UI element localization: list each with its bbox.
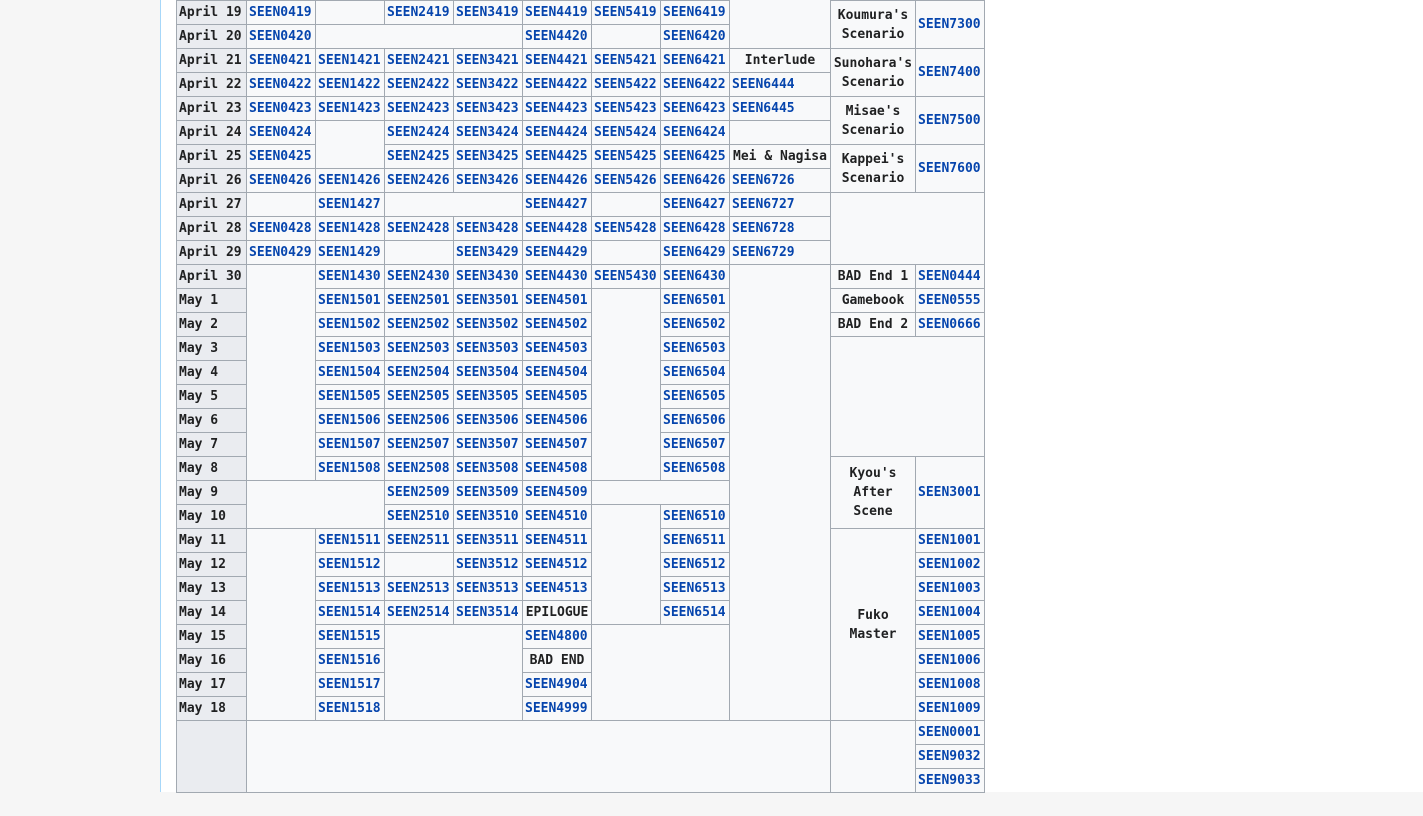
ending-label: BAD End 2 xyxy=(830,312,916,337)
scenario-label: Sunohara's Scenario xyxy=(830,48,916,97)
scene-link[interactable]: SEEN1508 xyxy=(315,456,385,481)
scene-link[interactable]: SEEN4430 xyxy=(522,264,592,289)
scene-link[interactable]: SEEN1422 xyxy=(315,72,385,97)
date-cell: April 27 xyxy=(176,192,247,217)
scene-link[interactable]: SEEN2514 xyxy=(384,600,454,625)
scene-link[interactable]: SEEN1009 xyxy=(915,696,985,721)
scene-link[interactable]: SEEN1002 xyxy=(915,552,985,577)
empty-cell xyxy=(591,624,730,721)
scene-link[interactable]: SEEN1003 xyxy=(915,576,985,601)
scene-link[interactable]: SEEN0001 xyxy=(915,720,985,745)
date-cell: May 1 xyxy=(176,288,247,313)
scene-table xyxy=(176,0,984,816)
scene-link[interactable]: SEEN6507 xyxy=(660,432,730,457)
date-cell: May 10 xyxy=(176,504,247,529)
scene-link[interactable]: SEEN5425 xyxy=(591,144,661,169)
scene-link[interactable]: SEEN3509 xyxy=(453,480,523,505)
scene-link[interactable]: SEEN1506 xyxy=(315,408,385,433)
scene-link[interactable]: SEEN3514 xyxy=(453,600,523,625)
empty-cell xyxy=(246,720,831,793)
bad-end-label: BAD END xyxy=(522,648,592,673)
scene-link[interactable]: SEEN7300 xyxy=(915,0,985,49)
empty-cell xyxy=(830,720,916,793)
scene-link[interactable]: SEEN6729 xyxy=(729,240,831,265)
scene-link[interactable]: SEEN3422 xyxy=(453,72,523,97)
scene-link[interactable]: SEEN3426 xyxy=(453,168,523,193)
scene-link[interactable]: SEEN6504 xyxy=(660,360,730,385)
scene-link[interactable]: SEEN6511 xyxy=(660,528,730,553)
scene-link[interactable]: SEEN2421 xyxy=(384,48,454,73)
scene-link[interactable]: SEEN6503 xyxy=(660,336,730,361)
empty-cell xyxy=(384,192,523,217)
scene-link[interactable]: SEEN3501 xyxy=(453,288,523,313)
scene-link[interactable]: SEEN4429 xyxy=(522,240,592,265)
scene-link[interactable]: SEEN0425 xyxy=(246,144,316,169)
scene-link[interactable]: SEEN1514 xyxy=(315,600,385,625)
scene-link[interactable]: SEEN1513 xyxy=(315,576,385,601)
scene-link[interactable]: SEEN5428 xyxy=(591,216,661,241)
empty-cell xyxy=(830,336,985,457)
scene-link[interactable]: SEEN4508 xyxy=(522,456,592,481)
scene-link[interactable]: SEEN0429 xyxy=(246,240,316,265)
scene-link[interactable]: SEEN3429 xyxy=(453,240,523,265)
scene-link[interactable]: SEEN0555 xyxy=(915,288,985,313)
interlude-label: Interlude xyxy=(729,48,831,73)
empty-cell xyxy=(591,504,661,625)
empty-cell xyxy=(591,480,730,505)
scene-link[interactable]: SEEN4421 xyxy=(522,48,592,73)
scene-link[interactable]: SEEN6513 xyxy=(660,576,730,601)
empty-cell xyxy=(384,552,454,577)
scene-link[interactable]: SEEN0421 xyxy=(246,48,316,73)
scene-link[interactable]: SEEN4800 xyxy=(522,624,592,649)
scene-link[interactable]: SEEN4428 xyxy=(522,216,592,241)
after-scene-label: Kyou's After Scene xyxy=(830,456,916,529)
scene-link[interactable]: SEEN4512 xyxy=(522,552,592,577)
empty-cell xyxy=(315,24,523,49)
scene-link[interactable]: SEEN1502 xyxy=(315,312,385,337)
scene-link[interactable]: SEEN0419 xyxy=(246,0,316,25)
scene-link[interactable]: SEEN4509 xyxy=(522,480,592,505)
scene-link[interactable]: SEEN5422 xyxy=(591,72,661,97)
scene-link[interactable]: SEEN2502 xyxy=(384,312,454,337)
scene-link[interactable]: SEEN2513 xyxy=(384,576,454,601)
scene-link[interactable]: SEEN7500 xyxy=(915,96,985,145)
scene-link[interactable]: SEEN4419 xyxy=(522,0,592,25)
empty-cell xyxy=(384,624,523,721)
scene-link[interactable]: SEEN3419 xyxy=(453,0,523,25)
scene-link[interactable]: SEEN3430 xyxy=(453,264,523,289)
empty-cell xyxy=(315,120,385,169)
scene-link[interactable]: SEEN6428 xyxy=(660,216,730,241)
date-cell: April 25 xyxy=(176,144,247,169)
empty-cell xyxy=(315,0,385,25)
fuko-master-label: Fuko Master xyxy=(830,528,916,721)
scene-link[interactable]: SEEN2426 xyxy=(384,168,454,193)
scene-link[interactable]: SEEN1421 xyxy=(315,48,385,73)
date-cell: April 20 xyxy=(176,24,247,49)
scene-link[interactable]: SEEN6514 xyxy=(660,600,730,625)
scene-link[interactable]: SEEN6508 xyxy=(660,456,730,481)
scene-link[interactable]: SEEN4513 xyxy=(522,576,592,601)
scene-link[interactable]: SEEN1423 xyxy=(315,96,385,121)
scene-link[interactable]: SEEN1501 xyxy=(315,288,385,313)
scene-link[interactable]: SEEN5423 xyxy=(591,96,661,121)
scene-link[interactable]: SEEN0424 xyxy=(246,120,316,145)
scene-link[interactable]: SEEN4427 xyxy=(522,192,592,217)
empty-cell xyxy=(729,0,831,49)
empty-cell xyxy=(591,24,661,49)
scene-link[interactable]: SEEN1518 xyxy=(315,696,385,721)
scene-link[interactable]: SEEN6728 xyxy=(729,216,831,241)
scene-link[interactable]: SEEN5430 xyxy=(591,264,661,289)
scenario-label: Kappei's Scenario xyxy=(830,144,916,193)
scene-link[interactable]: SEEN4425 xyxy=(522,144,592,169)
scene-link[interactable]: SEEN0666 xyxy=(915,312,985,337)
scene-link[interactable]: SEEN1512 xyxy=(315,552,385,577)
epilogue-label: EPILOGUE xyxy=(522,600,592,625)
scenario-label: Misae's Scenario xyxy=(830,96,916,145)
date-cell: May 4 xyxy=(176,360,247,385)
scenario-label: Koumura's Scenario xyxy=(830,0,916,49)
empty-cell xyxy=(729,264,831,721)
scene-link[interactable]: SEEN1503 xyxy=(315,336,385,361)
date-cell: May 8 xyxy=(176,456,247,481)
scene-link[interactable]: SEEN6727 xyxy=(729,192,831,217)
scene-link[interactable]: SEEN9033 xyxy=(915,768,985,793)
scene-link[interactable]: SEEN6726 xyxy=(729,168,831,193)
scene-link[interactable]: SEEN2503 xyxy=(384,336,454,361)
scene-link[interactable]: SEEN0423 xyxy=(246,96,316,121)
scene-link[interactable]: SEEN4423 xyxy=(522,96,592,121)
scene-link[interactable]: SEEN4503 xyxy=(522,336,592,361)
scene-link[interactable]: SEEN6445 xyxy=(729,96,831,121)
scene-link[interactable]: SEEN3513 xyxy=(453,576,523,601)
scene-link[interactable]: SEEN4420 xyxy=(522,24,592,49)
scene-link[interactable]: SEEN3425 xyxy=(453,144,523,169)
scene-link[interactable]: SEEN0428 xyxy=(246,216,316,241)
scene-link[interactable]: SEEN3511 xyxy=(453,528,523,553)
scene-link[interactable]: SEEN4501 xyxy=(522,288,592,313)
date-cell: April 21 xyxy=(176,48,247,73)
date-cell: April 19 xyxy=(176,0,247,25)
date-cell: April 24 xyxy=(176,120,247,145)
date-cell: May 2 xyxy=(176,312,247,337)
date-cell: April 26 xyxy=(176,168,247,193)
scene-link[interactable]: SEEN0426 xyxy=(246,168,316,193)
scene-link[interactable]: SEEN6424 xyxy=(660,120,730,145)
empty-cell xyxy=(729,120,831,145)
scene-link[interactable]: SEEN2506 xyxy=(384,408,454,433)
scene-link[interactable]: SEEN3504 xyxy=(453,360,523,385)
scene-link[interactable]: SEEN7400 xyxy=(915,48,985,97)
date-cell: April 29 xyxy=(176,240,247,265)
scene-link[interactable]: SEEN6427 xyxy=(660,192,730,217)
date-cell: April 22 xyxy=(176,72,247,97)
scene-link[interactable]: SEEN6429 xyxy=(660,240,730,265)
scene-link[interactable]: SEEN6505 xyxy=(660,384,730,409)
scene-link[interactable]: SEEN5421 xyxy=(591,48,661,73)
scene-link[interactable]: SEEN1005 xyxy=(915,624,985,649)
scene-link[interactable]: SEEN3428 xyxy=(453,216,523,241)
scene-link[interactable]: SEEN5419 xyxy=(591,0,661,25)
scene-link[interactable]: SEEN3502 xyxy=(453,312,523,337)
scene-link[interactable]: SEEN3507 xyxy=(453,432,523,457)
scene-link[interactable]: SEEN3510 xyxy=(453,504,523,529)
scene-link[interactable]: SEEN4504 xyxy=(522,360,592,385)
scene-link[interactable]: SEEN3512 xyxy=(453,552,523,577)
scene-link[interactable]: SEEN2430 xyxy=(384,264,454,289)
empty-cell xyxy=(591,288,661,481)
date-cell: May 18 xyxy=(176,696,247,721)
scene-link[interactable]: SEEN1006 xyxy=(915,648,985,673)
scene-link[interactable]: SEEN4424 xyxy=(522,120,592,145)
scene-link[interactable]: SEEN1004 xyxy=(915,600,985,625)
scene-link[interactable]: SEEN4511 xyxy=(522,528,592,553)
scene-link[interactable]: SEEN4505 xyxy=(522,384,592,409)
empty-cell xyxy=(591,192,661,217)
left-sidebar xyxy=(0,0,160,792)
scene-link[interactable]: SEEN5426 xyxy=(591,168,661,193)
empty-cell xyxy=(246,528,316,721)
scene-link[interactable]: SEEN6430 xyxy=(660,264,730,289)
scene-link[interactable]: SEEN2509 xyxy=(384,480,454,505)
empty-cell xyxy=(830,192,985,265)
scene-link[interactable]: SEEN4904 xyxy=(522,672,592,697)
date-cell: May 6 xyxy=(176,408,247,433)
scene-link[interactable]: SEEN1515 xyxy=(315,624,385,649)
scene-link[interactable]: SEEN3506 xyxy=(453,408,523,433)
scene-link[interactable]: SEEN3505 xyxy=(453,384,523,409)
scene-link[interactable]: SEEN6423 xyxy=(660,96,730,121)
scene-link[interactable]: SEEN9032 xyxy=(915,744,985,769)
scene-label: Mei & Nagisa xyxy=(729,144,831,169)
scene-link[interactable]: SEEN1516 xyxy=(315,648,385,673)
scene-link[interactable]: SEEN1008 xyxy=(915,672,985,697)
scene-link[interactable]: SEEN7600 xyxy=(915,144,985,193)
scene-link[interactable]: SEEN6420 xyxy=(660,24,730,49)
scene-link[interactable]: SEEN6501 xyxy=(660,288,730,313)
date-cell: April 28 xyxy=(176,216,247,241)
empty-cell xyxy=(246,192,316,217)
date-cell: May 7 xyxy=(176,432,247,457)
ending-label: Gamebook xyxy=(830,288,916,313)
scene-link[interactable]: SEEN2419 xyxy=(384,0,454,25)
scene-link[interactable]: SEEN2501 xyxy=(384,288,454,313)
date-cell: May 9 xyxy=(176,480,247,505)
scene-link[interactable]: SEEN4507 xyxy=(522,432,592,457)
date-cell: April 30 xyxy=(176,264,247,289)
date-cell: May 5 xyxy=(176,384,247,409)
scene-link[interactable]: SEEN6510 xyxy=(660,504,730,529)
scene-link[interactable]: SEEN6506 xyxy=(660,408,730,433)
scene-link[interactable]: SEEN1427 xyxy=(315,192,385,217)
date-cell: May 12 xyxy=(176,552,247,577)
scene-link[interactable]: SEEN1426 xyxy=(315,168,385,193)
scene-link[interactable]: SEEN3503 xyxy=(453,336,523,361)
scene-link[interactable]: SEEN2423 xyxy=(384,96,454,121)
date-cell: May 14 xyxy=(176,600,247,625)
scene-link[interactable]: SEEN6444 xyxy=(729,72,831,97)
scene-link[interactable]: SEEN2507 xyxy=(384,432,454,457)
scene-link[interactable]: SEEN3421 xyxy=(453,48,523,73)
empty-cell xyxy=(246,480,385,529)
scene-link[interactable]: SEEN1001 xyxy=(915,528,985,553)
scene-link[interactable]: SEEN1504 xyxy=(315,360,385,385)
scene-link[interactable]: SEEN5424 xyxy=(591,120,661,145)
scene-link[interactable]: SEEN4506 xyxy=(522,408,592,433)
date-cell: May 15 xyxy=(176,624,247,649)
ending-label: BAD End 1 xyxy=(830,264,916,289)
scene-link[interactable]: SEEN4510 xyxy=(522,504,592,529)
scene-link[interactable]: SEEN6421 xyxy=(660,48,730,73)
empty-cell xyxy=(591,240,661,265)
scene-link[interactable]: SEEN1511 xyxy=(315,528,385,553)
scene-link[interactable]: SEEN6419 xyxy=(660,0,730,25)
scene-link[interactable]: SEEN3001 xyxy=(915,456,985,529)
date-cell: May 11 xyxy=(176,528,247,553)
scene-link[interactable]: SEEN0422 xyxy=(246,72,316,97)
scene-link[interactable]: SEEN6502 xyxy=(660,312,730,337)
scene-link[interactable]: SEEN1429 xyxy=(315,240,385,265)
date-cell: May 13 xyxy=(176,576,247,601)
scene-link[interactable]: SEEN2505 xyxy=(384,384,454,409)
scene-link[interactable]: SEEN6512 xyxy=(660,552,730,577)
scene-link[interactable]: SEEN4422 xyxy=(522,72,592,97)
scene-link[interactable]: SEEN6422 xyxy=(660,72,730,97)
scene-link[interactable]: SEEN4502 xyxy=(522,312,592,337)
scene-link[interactable]: SEEN3424 xyxy=(453,120,523,145)
scene-link[interactable]: SEEN2511 xyxy=(384,528,454,553)
date-cell: May 17 xyxy=(176,672,247,697)
scene-link[interactable]: SEEN4999 xyxy=(522,696,592,721)
scene-link[interactable]: SEEN1507 xyxy=(315,432,385,457)
scene-link[interactable]: SEEN2425 xyxy=(384,144,454,169)
scene-link[interactable]: SEEN6425 xyxy=(660,144,730,169)
scene-link[interactable]: SEEN1428 xyxy=(315,216,385,241)
scene-link[interactable]: SEEN2424 xyxy=(384,120,454,145)
scene-link[interactable]: SEEN2508 xyxy=(384,456,454,481)
scene-link[interactable]: SEEN1505 xyxy=(315,384,385,409)
date-cell xyxy=(176,720,247,793)
scene-link[interactable]: SEEN6426 xyxy=(660,168,730,193)
scene-link[interactable]: SEEN0420 xyxy=(246,24,316,49)
scene-link[interactable]: SEEN3508 xyxy=(453,456,523,481)
scene-link[interactable]: SEEN2422 xyxy=(384,72,454,97)
scene-link[interactable]: SEEN1430 xyxy=(315,264,385,289)
scene-link[interactable]: SEEN2428 xyxy=(384,216,454,241)
scene-link[interactable]: SEEN4426 xyxy=(522,168,592,193)
scene-link[interactable]: SEEN2504 xyxy=(384,360,454,385)
scene-link[interactable]: SEEN0444 xyxy=(915,264,985,289)
date-cell: May 16 xyxy=(176,648,247,673)
date-cell: May 3 xyxy=(176,336,247,361)
scene-link[interactable]: SEEN1517 xyxy=(315,672,385,697)
empty-cell xyxy=(384,240,454,265)
scene-link[interactable]: SEEN2510 xyxy=(384,504,454,529)
scene-link[interactable]: SEEN3423 xyxy=(453,96,523,121)
empty-cell xyxy=(246,264,316,481)
date-cell: April 23 xyxy=(176,96,247,121)
